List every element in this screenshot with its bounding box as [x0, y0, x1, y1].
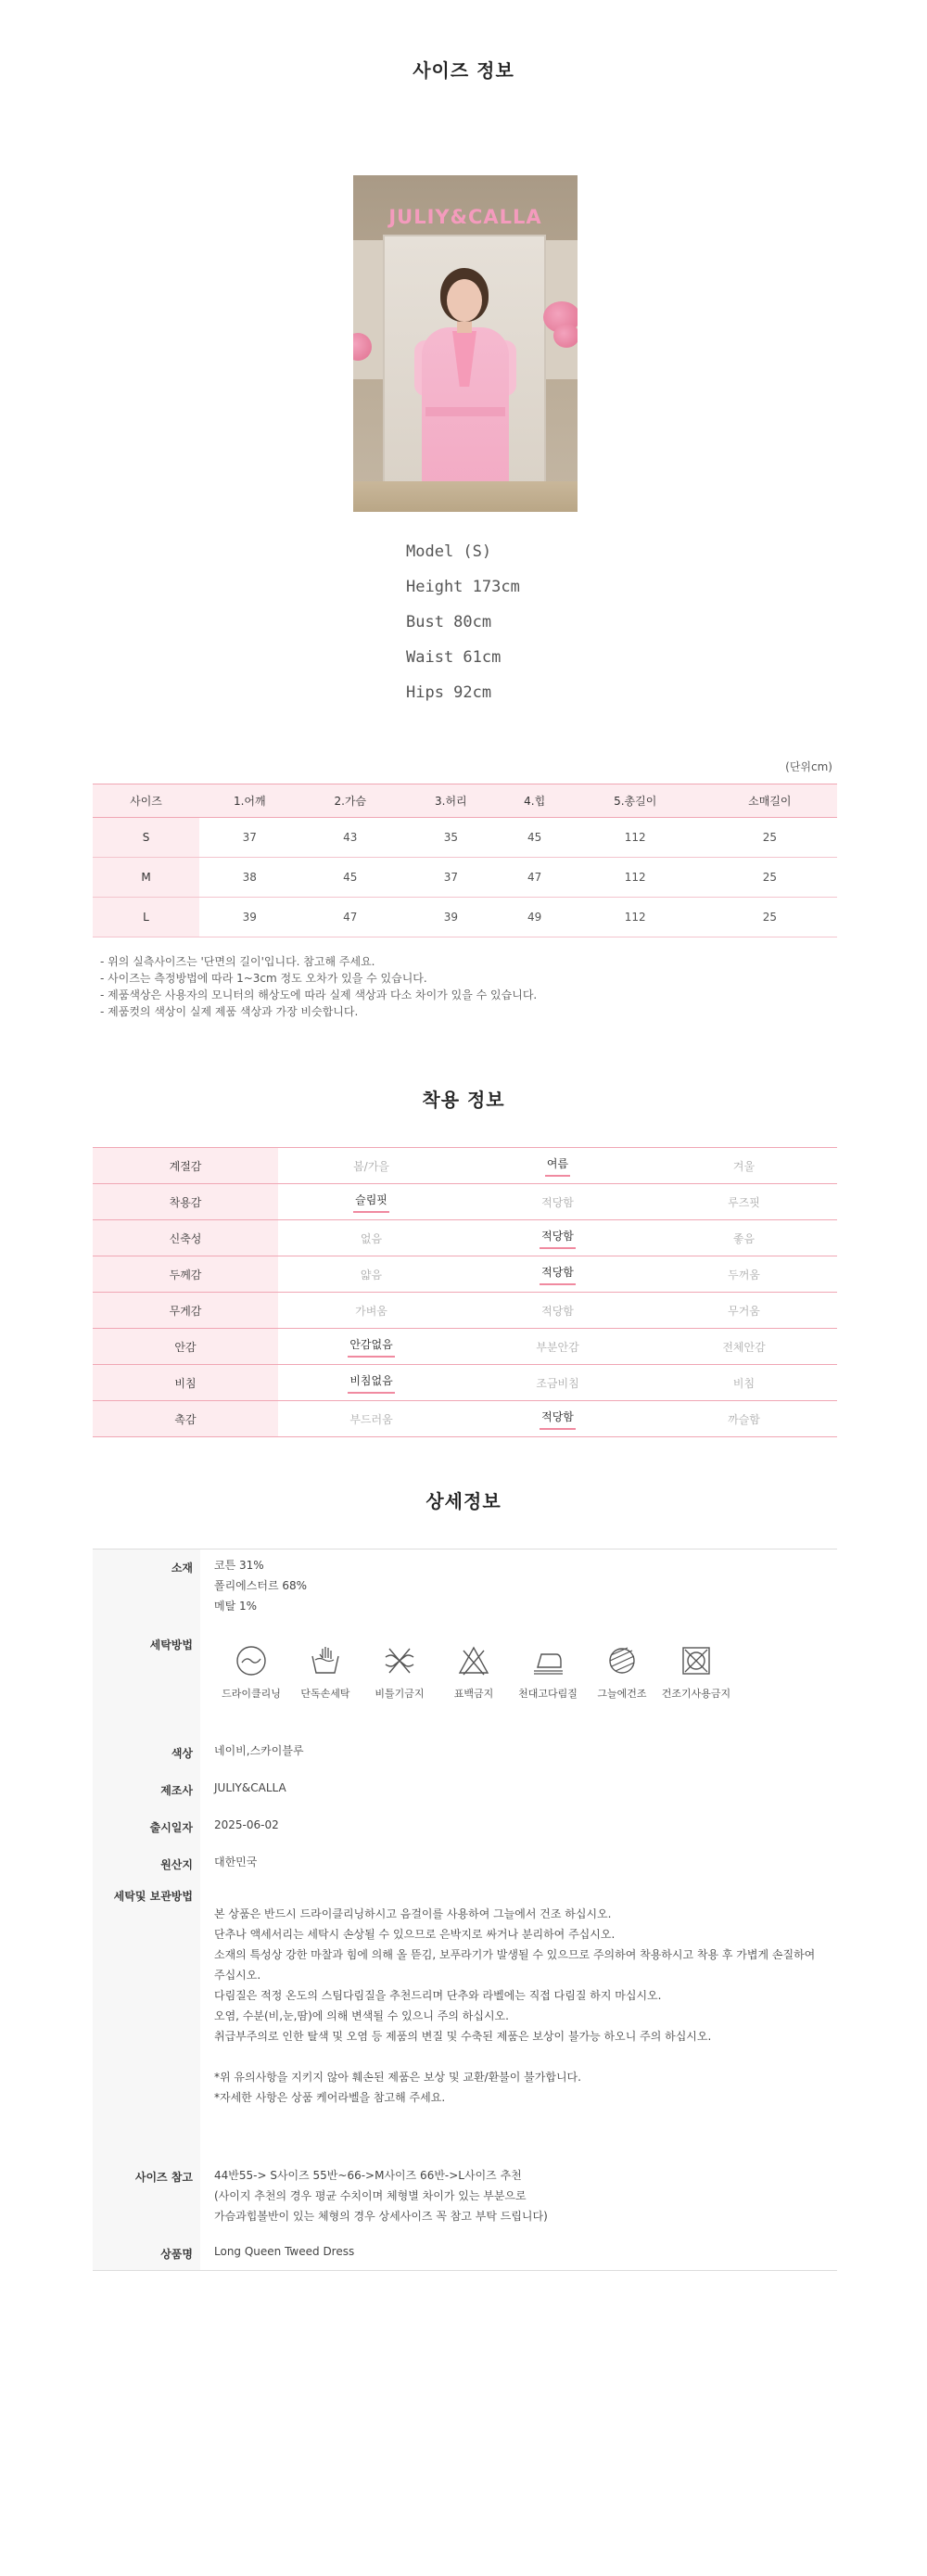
fit-row-label: 비침: [93, 1365, 278, 1401]
color-label: 색상: [171, 1747, 193, 1760]
fit-option-label: 무거움: [728, 1304, 760, 1318]
fit-option-label: 얇음: [360, 1268, 383, 1282]
fit-row-label: 두께감: [93, 1256, 278, 1293]
wash-item: [659, 1643, 733, 1701]
fit-option: [651, 1148, 837, 1184]
fit-option-label: 적당함: [541, 1228, 574, 1249]
care-line: *위 유의사항을 지키지 않아 훼손된 제품은 보상 및 교환/환불이 불가합니다.: [214, 2071, 581, 2084]
fit-option: [278, 1256, 464, 1293]
fit-option: [651, 1293, 837, 1329]
care-line: *자세한 사항은 상품 케어라벨을 참고해 주세요.: [214, 2091, 446, 2104]
fit-option: [651, 1184, 837, 1220]
table-cell: 47: [502, 858, 568, 898]
wash-item-label: 드라이클리닝: [222, 1688, 281, 1700]
fit-option: [651, 1401, 837, 1437]
fit-row-label: 신축성: [93, 1220, 278, 1256]
model-bust: Bust 80cm: [406, 613, 492, 631]
fit-option: [651, 1365, 837, 1401]
wash-item-label: 단독손세탁: [300, 1688, 350, 1700]
fit-option: [651, 1256, 837, 1293]
table-cell: 25: [703, 858, 837, 898]
header-cell: 소매길이: [703, 784, 837, 818]
fit-row: [93, 1220, 837, 1256]
care-line: 주십시오.: [214, 1969, 261, 1982]
table-cell: 37: [400, 858, 502, 898]
material-label: 소재: [171, 1562, 193, 1575]
fit-row-label: 착용감: [93, 1184, 278, 1220]
fit-option-selected: [464, 1256, 651, 1293]
fit-row: [93, 1148, 837, 1184]
model-waist: Waist 61cm: [406, 648, 502, 667]
fit-option-label: 여름: [547, 1155, 568, 1177]
care-line: 취급부주의로 인한 탈색 및 오염 등 제품의 변질 및 수축된 제품은 보상이 불가능 하오니 주의 하십시오.: [214, 2030, 712, 2043]
wash-item: [585, 1643, 659, 1701]
table-cell: 39: [400, 898, 502, 937]
note-line: - 위의 실측사이즈는 '단면의 길이'입니다. 참고해 주세요.: [100, 955, 375, 968]
fit-option-label: 안감없음: [349, 1336, 392, 1358]
table-cell: 35: [400, 818, 502, 858]
header-cell: 2.가슴: [300, 784, 401, 818]
table-row: [93, 898, 837, 937]
fit-section-title: 착용 정보: [422, 1089, 505, 1111]
fit-option-label: 비침: [732, 1376, 756, 1390]
model-info: [406, 534, 520, 710]
wash-item: [511, 1643, 585, 1701]
no-wring-icon: [382, 1643, 417, 1678]
fit-option-label: 부분안감: [536, 1340, 579, 1354]
fit-row-label: 무게감: [93, 1293, 278, 1329]
maker-value: JULIY&CALLA: [214, 1781, 286, 1794]
size-ref-text: [214, 2165, 548, 2226]
material-line: 폴리에스터르 68%: [214, 1579, 308, 1592]
fit-option-label: 좋음: [732, 1231, 756, 1245]
table-cell: 112: [568, 898, 703, 937]
model-photo: [353, 175, 578, 512]
size-cell: L: [93, 898, 199, 937]
release-date-value: 2025-06-02: [214, 1818, 279, 1831]
fit-option-label: 부드러움: [349, 1412, 393, 1426]
hand-wash-icon: [308, 1643, 343, 1678]
fit-option: [651, 1220, 837, 1256]
material-value: [214, 1555, 307, 1616]
table-cell: 45: [502, 818, 568, 858]
wash-item: [437, 1643, 511, 1701]
fit-row-label: 안감: [93, 1329, 278, 1365]
table-cell: 45: [300, 858, 401, 898]
detail-bottom-divider: [93, 2270, 837, 2271]
size-notes: [100, 953, 537, 1020]
table-cell: 112: [568, 858, 703, 898]
detail-label-column: [93, 1549, 200, 2270]
wash-item: [288, 1643, 362, 1701]
product-name-value: Long Queen Tweed Dress: [214, 2245, 355, 2258]
fit-option-label: 조금비침: [536, 1376, 579, 1390]
fit-option-label: 적당함: [541, 1409, 574, 1430]
size-ref-line: (사이지 추천의 경우 평균 수치이며 체형별 차이가 있는 부분으로: [214, 2189, 527, 2202]
header-cell: 사이즈: [93, 784, 199, 818]
maker-label: 제조사: [160, 1784, 193, 1797]
care-line: 다림질은 적정 온도의 스팀다림질을 추천드리며 단추와 라벨에는 직접 다림질 하지 마십시오.: [214, 1989, 662, 2002]
fit-row: [93, 1401, 837, 1437]
fit-option-selected: [278, 1184, 464, 1220]
care-line: 본 상품은 반드시 드라이클리닝하시고 음걸이를 사용하여 그늘에서 건조 하십시오.: [214, 1907, 612, 1920]
note-line: - 제품색상은 사용자의 모니터의 해상도에 따라 실제 색상과 다소 차이가 있을 수 있습니다.: [100, 988, 538, 1001]
fit-option-selected: [464, 1220, 651, 1256]
wash-label: 세탁방법: [149, 1639, 193, 1651]
table-row: [93, 818, 837, 858]
table-cell: 25: [703, 898, 837, 937]
fit-option-selected: [278, 1329, 464, 1365]
care-text: [214, 1904, 831, 2108]
care-label: 세탁및 보관방법: [113, 1890, 193, 1903]
wash-item-label: 비틀기금지: [375, 1688, 425, 1700]
wash-icons: [214, 1643, 733, 1701]
size-section-title: 사이즈 정보: [413, 59, 514, 82]
size-ref-label: 사이즈 참고: [134, 2171, 193, 2184]
size-ref-line: 가슴과힙볼반이 있는 체형의 경우 상세사이즈 꼭 참고 부탁 드립니다): [214, 2210, 548, 2223]
fit-option-label: 적당함: [541, 1195, 574, 1209]
color-value: 네이비,스카이블루: [214, 1744, 304, 1757]
fit-option-selected: [464, 1401, 651, 1437]
fit-option-label: 전체안감: [722, 1340, 766, 1354]
fit-option-label: 적당함: [541, 1304, 574, 1318]
wash-item: [362, 1643, 437, 1701]
table-cell: 38: [199, 858, 300, 898]
note-line: - 사이즈는 측정방법에 따라 1~3cm 정도 오차가 있을 수 있습니다.: [100, 972, 427, 985]
fit-option-label: 겨울: [732, 1159, 756, 1173]
size-cell: M: [93, 858, 199, 898]
model-hips: Hips 92cm: [406, 683, 492, 702]
fit-option-label: 봄/가을: [353, 1159, 389, 1173]
unit-label: (단위cm): [785, 760, 832, 773]
fit-option: [278, 1220, 464, 1256]
header-cell: 4.힙: [502, 784, 568, 818]
fit-option-selected: [278, 1365, 464, 1401]
care-line: 소재의 특성상 강한 마찰과 힘에 의해 올 뜯김, 보푸라기가 발생될 수 있으므로 주의하여 착용하시고 착용 후 가볍게 손질하여: [214, 1948, 816, 1961]
fit-option: [278, 1148, 464, 1184]
fit-option-label: 적당함: [541, 1264, 574, 1285]
table-cell: 25: [703, 818, 837, 858]
fit-table: [93, 1147, 837, 1437]
model-height: Height 173cm: [406, 578, 520, 596]
header-cell: 3.허리: [400, 784, 502, 818]
release-date-label: 출시일자: [149, 1821, 193, 1834]
size-ref-line: 44반55-> S사이즈 55반~66->M사이즈 66반->L사이즈 추천: [214, 2169, 522, 2182]
fit-row: [93, 1184, 837, 1220]
fit-option-label: 비침없음: [349, 1372, 392, 1394]
fit-option: [464, 1365, 651, 1401]
fit-row-label: 촉감: [93, 1401, 278, 1437]
origin-value: 대한민국: [214, 1855, 258, 1868]
wash-item-label: 건조기사용금지: [661, 1688, 731, 1700]
size-table: [93, 784, 837, 937]
table-cell: 47: [300, 898, 401, 937]
fit-option-label: 슬림핏: [355, 1192, 387, 1213]
product-name-label: 상품명: [160, 2248, 193, 2261]
header-cell: 5.총길이: [568, 784, 703, 818]
iron-cloth-icon: [530, 1643, 565, 1678]
fit-option: [464, 1184, 651, 1220]
fit-option-label: 까슬함: [728, 1412, 760, 1426]
wash-item: [214, 1643, 288, 1701]
fit-option-label: 두꺼움: [728, 1268, 760, 1282]
care-line: 오염, 수분(비,눈,땀)에 의해 변색될 수 있으니 주의 하십시오.: [214, 2009, 509, 2022]
fit-option-label: 없음: [360, 1231, 383, 1245]
fit-row-label: 계절감: [93, 1148, 278, 1184]
care-line: [214, 2047, 831, 2067]
header-cell: 1.어깨: [199, 784, 300, 818]
table-cell: 37: [199, 818, 300, 858]
no-tumble-dry-icon: [679, 1643, 714, 1678]
table-cell: 43: [300, 818, 401, 858]
photo-brand-logo: JULIY&CALLA: [388, 206, 542, 228]
care-line: 단추나 액세서리는 세탁시 손상될 수 있으므로 은박지로 싸거나 분리하여 주십시오.: [214, 1928, 616, 1941]
dry-clean-icon: [234, 1643, 269, 1678]
size-table-header: [93, 784, 837, 818]
table-row: [93, 858, 837, 898]
wash-item-label: 천대고다림질: [518, 1688, 578, 1700]
model-size: Model (S): [406, 542, 492, 561]
origin-label: 원산지: [160, 1858, 193, 1871]
fit-row: [93, 1365, 837, 1401]
material-line: 코튼 31%: [214, 1559, 264, 1572]
fit-row: [93, 1256, 837, 1293]
fit-option-label: 루즈핏: [728, 1195, 760, 1209]
fit-option-label: 가벼움: [355, 1304, 387, 1318]
fit-row: [93, 1329, 837, 1365]
detail-section-title: 상세정보: [425, 1490, 502, 1512]
table-cell: 39: [199, 898, 300, 937]
size-cell: S: [93, 818, 199, 858]
note-line: - 제품컷의 색상이 실제 제품 색상과 가장 비슷합니다.: [100, 1005, 359, 1018]
shade-dry-icon: [604, 1643, 640, 1678]
fit-row: [93, 1293, 837, 1329]
no-bleach-icon: [456, 1643, 491, 1678]
fit-option: [278, 1401, 464, 1437]
table-cell: 112: [568, 818, 703, 858]
fit-option-selected: [464, 1148, 651, 1184]
wash-item-label: 그늘에건조: [597, 1688, 647, 1700]
fit-option: [464, 1293, 651, 1329]
fit-option: [278, 1293, 464, 1329]
fit-option: [464, 1329, 651, 1365]
table-cell: 49: [502, 898, 568, 937]
wash-item-label: 표백금지: [453, 1688, 494, 1700]
fit-option: [651, 1329, 837, 1365]
material-line: 메탈 1%: [214, 1600, 258, 1613]
